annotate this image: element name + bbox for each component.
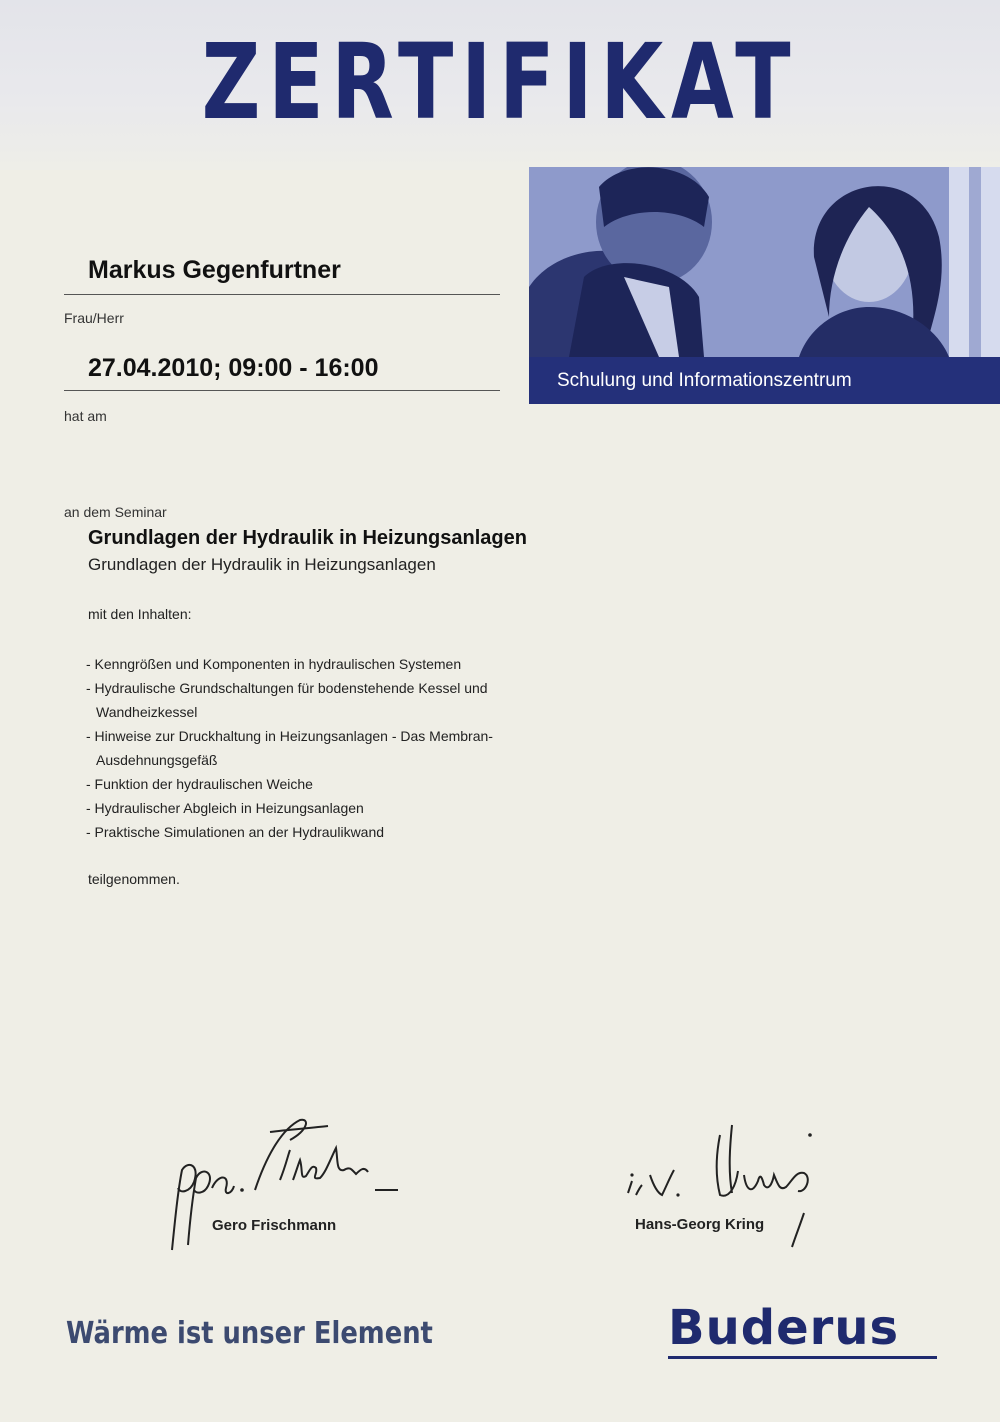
- signatory-name-2: Hans-Georg Kring: [635, 1216, 765, 1233]
- logo-underline: [668, 1356, 937, 1359]
- signature-frischmann: [160, 1110, 410, 1260]
- seminar-date: 27.04.2010; 09:00 - 16:00: [88, 354, 379, 382]
- list-item: - Hydraulische Grundschaltungen für bodenstehende Kessel und Wandheizkessel: [86, 680, 488, 720]
- contents-list: [86, 652, 536, 844]
- seminar-label: an dem Seminar: [64, 504, 167, 520]
- list-item: - Hydraulischer Abgleich in Heizungsanlagen: [86, 800, 364, 816]
- date-label: hat am: [64, 408, 107, 424]
- list-item: - Hinweise zur Druckhaltung in Heizungsanlagen - Das Membran-Ausdehnungsgefäß: [86, 728, 493, 768]
- list-item: - Praktische Simulationen an der Hydraulikwand: [86, 824, 385, 840]
- signature-kring: [620, 1115, 830, 1255]
- buderus-logo: Buderus: [668, 1300, 900, 1356]
- signatory-name-1: Gero Frischmann: [212, 1217, 337, 1234]
- seminar-subtitle: Grundlagen der Hydraulik in Heizungsanlagen: [88, 555, 436, 574]
- list-item: - Kenngrößen und Komponenten in hydraulischen Systemen: [86, 656, 462, 672]
- contents-label: mit den Inhalten:: [88, 606, 192, 622]
- date-underline: [64, 390, 500, 391]
- participant-name: Markus Gegenfurtner: [88, 256, 341, 284]
- certificate-title: ZERTIFIKAT: [201, 21, 799, 143]
- seminar-title: Grundlagen der Hydraulik in Heizungsanlagen: [88, 527, 527, 549]
- closing-text: teilgenommen.: [88, 871, 180, 887]
- list-item: - Funktion der hydraulischen Weiche: [86, 776, 313, 792]
- photo-banner: Schulung und Informationszentrum: [529, 357, 1000, 404]
- footer-slogan: Wärme ist unser Element: [66, 1316, 433, 1351]
- name-underline: [64, 294, 500, 295]
- two-people-talking-photo: [529, 167, 1000, 357]
- name-label: Frau/Herr: [64, 310, 124, 326]
